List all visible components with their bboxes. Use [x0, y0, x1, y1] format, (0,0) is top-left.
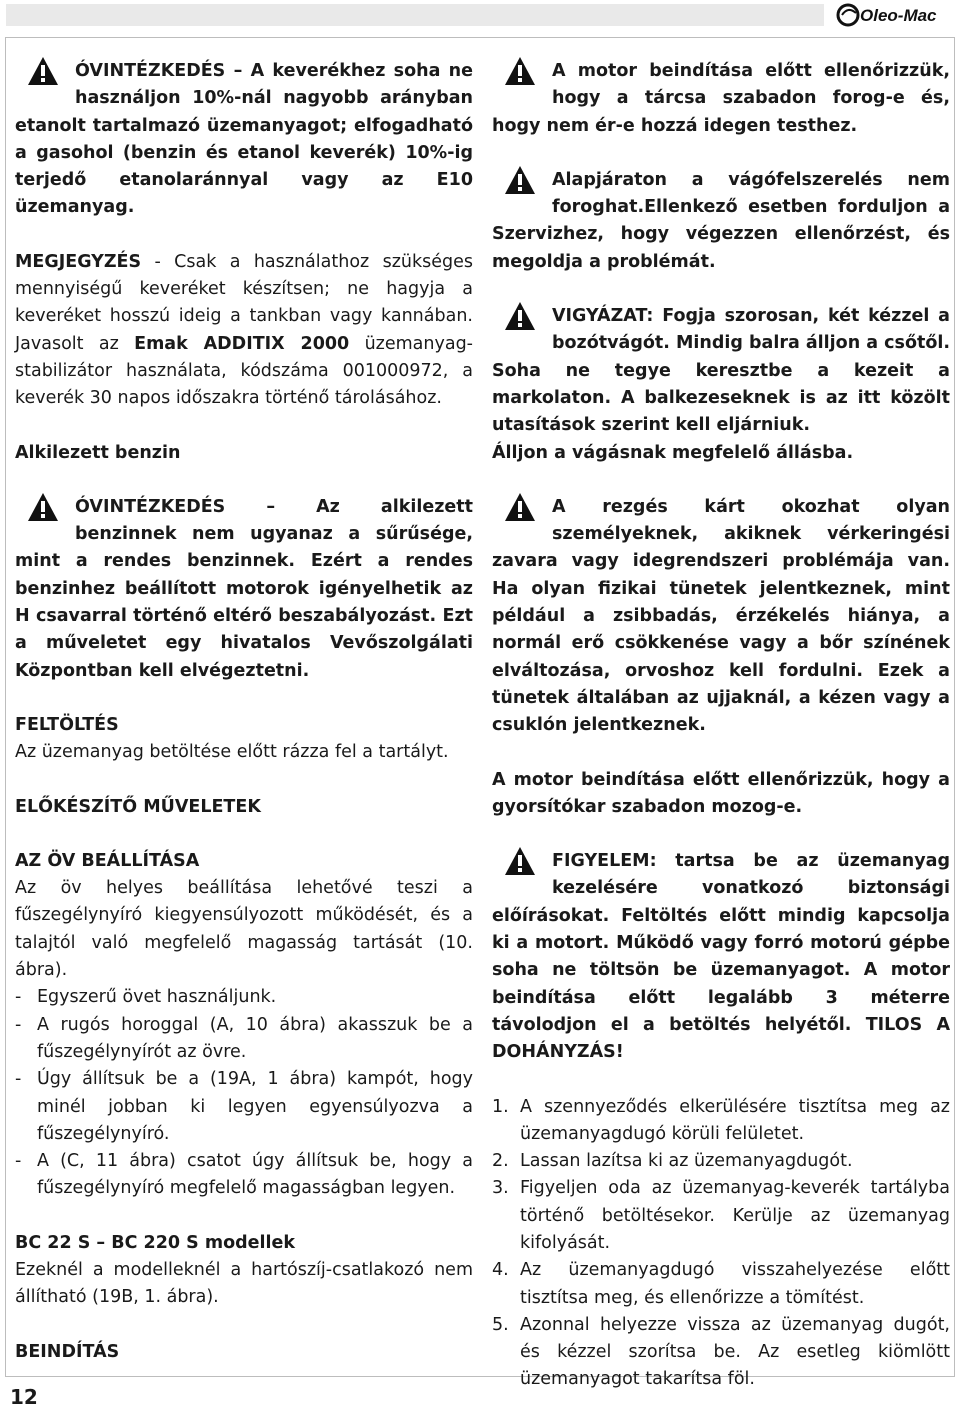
list-item: 3. Figyeljen oda az üzemanyag-keverék tartályba történő betöltésekor. Kerülje az üzemanyag kifolyását. [492, 1178, 950, 1253]
throttle-check: A motor beindítása előtt ellenőrizzük, hogy a gyorsítókar szabadon mozog-e. [492, 769, 950, 817]
warn-fuel [492, 848, 950, 1066]
warn-disc-text: A motor beindítása előtt ellenőrizzük, hogy a tárcsa szabadon forog-e és, hogy nem ér-e hozzá idegen testhez. [492, 61, 950, 136]
note-text: - Csak a használathoz szükséges mennyiségű keveréket készítsen; ne hagyja a keveréket hosszú ideig a tankban vagy kannában. Javasolt az [15, 251, 473, 354]
left-column [15, 58, 473, 1366]
brand-logo [836, 2, 954, 28]
warning-icon [504, 301, 536, 331]
alkylate-heading: Alkilezett benzin [15, 442, 181, 463]
prep-heading: ELŐKÉSZÍTŐ MŰVELETEK [15, 796, 261, 817]
models-heading: BC 22 S – BC 220 S modellek [15, 1232, 296, 1253]
warn-vibration [492, 494, 950, 740]
list-item: 1. A szennyeződés elkerülésére tisztítsa meg az üzemanyagdugó körüli felületet. [492, 1096, 950, 1144]
warning-icon [504, 492, 536, 522]
list-item: - A (C, 11 ábra) csatot úgy állítsuk be, hogy a fűszegélynyíró megfelelő magasságban legyen. [15, 1151, 473, 1199]
start-heading: BEINDÍTÁS [15, 1341, 120, 1362]
note-text-end: üzemanyag-stabilizátor használata, kódszáma 001000972, a keverék 30 napos időszakra történő tárolásához. [15, 333, 473, 409]
caution-ethanol-text: ÓVINTÉZKEDÉS – A keverékhez soha ne használjon 10%-nál nagyobb arányban etanolt tartalmazó üzemanyagot; elfogadható a gasohol (benzin és etanol keverék) 10%-ig terjedő etanolaránnyal vagy az E10 üzemanyag. [15, 61, 473, 218]
list-item: 2. Lassan lazítsa ki az üzemanyagdugót. [492, 1151, 853, 1172]
belt-heading: AZ ÖV BEÁLLÍTÁSA [15, 850, 200, 871]
list-item: 4. Az üzemanyagdugó visszahelyezése előtt tisztítsa meg, és ellenőrizze a tömítést. [492, 1260, 950, 1308]
warn-idle-text: Alapjáraton a vágófelszerelés nem foroghat.Ellenkező esetben forduljon a Szervizhez, hogy végezzen ellenőrzést, és megoldja a problémát. [492, 169, 950, 272]
filling-text: Az üzemanyag betöltése előtt rázza fel a tartályt. [15, 742, 449, 763]
warning-icon [504, 846, 536, 876]
header-bar [6, 4, 824, 26]
list-item: - Úgy állítsuk be a (19A, 1 ábra) kampót, hogy minél jobban ki legyen egyensúlyozva a fűszegélynyíró. [15, 1069, 473, 1144]
warn-grip-last: Álljon a vágásnak megfelelő állásba. [492, 442, 854, 463]
warning-icon [504, 165, 536, 195]
fuel-steps [492, 1094, 950, 1394]
page-header [0, 0, 960, 30]
filling-heading: FELTÖLTÉS [15, 714, 119, 735]
warning-icon [27, 56, 59, 86]
brand-name: Oleo-Mac [860, 6, 937, 25]
note-product: Emak ADDITIX 2000 [134, 333, 350, 354]
warn-vibration-text: A rezgés kárt okozhat olyan személyeknek, akiknek vérkeringési zavara vagy idegrendszeri problémája van. Ha olyan fizikai tünetek jelentkeznek, mint például a zsibbadás, érzékelés hiánya, a normál erő csökkenése vagy a bőr színének elváltozása, orvoshoz kell fordulni. Ezek a tünetek általában az ujjaknál, a kézen vagy a csuklón jelentkeznek. [492, 496, 950, 736]
page-number: 12 [10, 1385, 38, 1409]
caution-alkylate-text: ÓVINTÉZKEDÉS – Az alkilezett benzinnek nem ugyanaz a sűrűsége, mint a rendes benzinnek. Ezért a rendes benzinhez beállított motorok igényelhetik az H csavarral történő eltérő beszabályozást. Ezt a műveletet egy hivatalos Vevőszolgálati Központban kell elvégeztetni. [15, 496, 473, 681]
belt-text: Az öv helyes beállítása lehetővé teszi a fűszegélynyíró kiegyensúlyozott működését, és a talajtól való megfelelő magasság tartását (10. ábra). [15, 878, 473, 981]
warn-idle [492, 167, 950, 276]
warn-grip-text: VIGYÁZAT: Fogja szorosan, két kézzel a bozótvágót. Mindig balra álljon a csőtől. Soha ne tegye keresztbe a kezeit a markolaton. A balkezeseknek is az itt közölt utasítások szerint kell eljárniuk. [492, 306, 951, 436]
caution-alkylate [15, 494, 473, 685]
list-item: 5. Azonnal helyezze vissza az üzemanyag dugót, és kézzel szorítsa be. Az esetleg kiömlött üzemanyagot takarítsa föl. [492, 1314, 950, 1390]
warning-icon [504, 56, 536, 86]
note-paragraph [15, 249, 473, 413]
warning-icon [27, 492, 59, 522]
models-text: Ezeknél a modelleknél a hartószíj-csatlakozó nem állítható (19B, 1. ábra). [15, 1259, 473, 1308]
list-item: - A rugós horoggal (A, 10 ábra) akasszuk be a fűszegélynyírót az övre. [15, 1014, 473, 1062]
note-label: MEGJEGYZÉS [15, 251, 142, 272]
warn-fuel-text: FIGYELEM: tartsa be az üzemanyag kezelésére vonatkozó biztonsági előírásokat. Feltöltés előtt mindig kapcsolja ki a motort. Működő vagy forró motorú gépbe soha ne töltsön be üzemanyagot. A motor beindítása előtt legalább 3 méterre távolodjon el a betöltés helyétől. TILOS A DOHÁNYZÁS! [492, 851, 950, 1063]
belt-steps [15, 984, 473, 1202]
warn-grip [492, 303, 950, 439]
warn-disc [492, 58, 950, 140]
right-column [492, 58, 950, 1394]
list-item: - Egyszerű övet használjunk. [15, 987, 277, 1008]
caution-ethanol [15, 58, 473, 222]
